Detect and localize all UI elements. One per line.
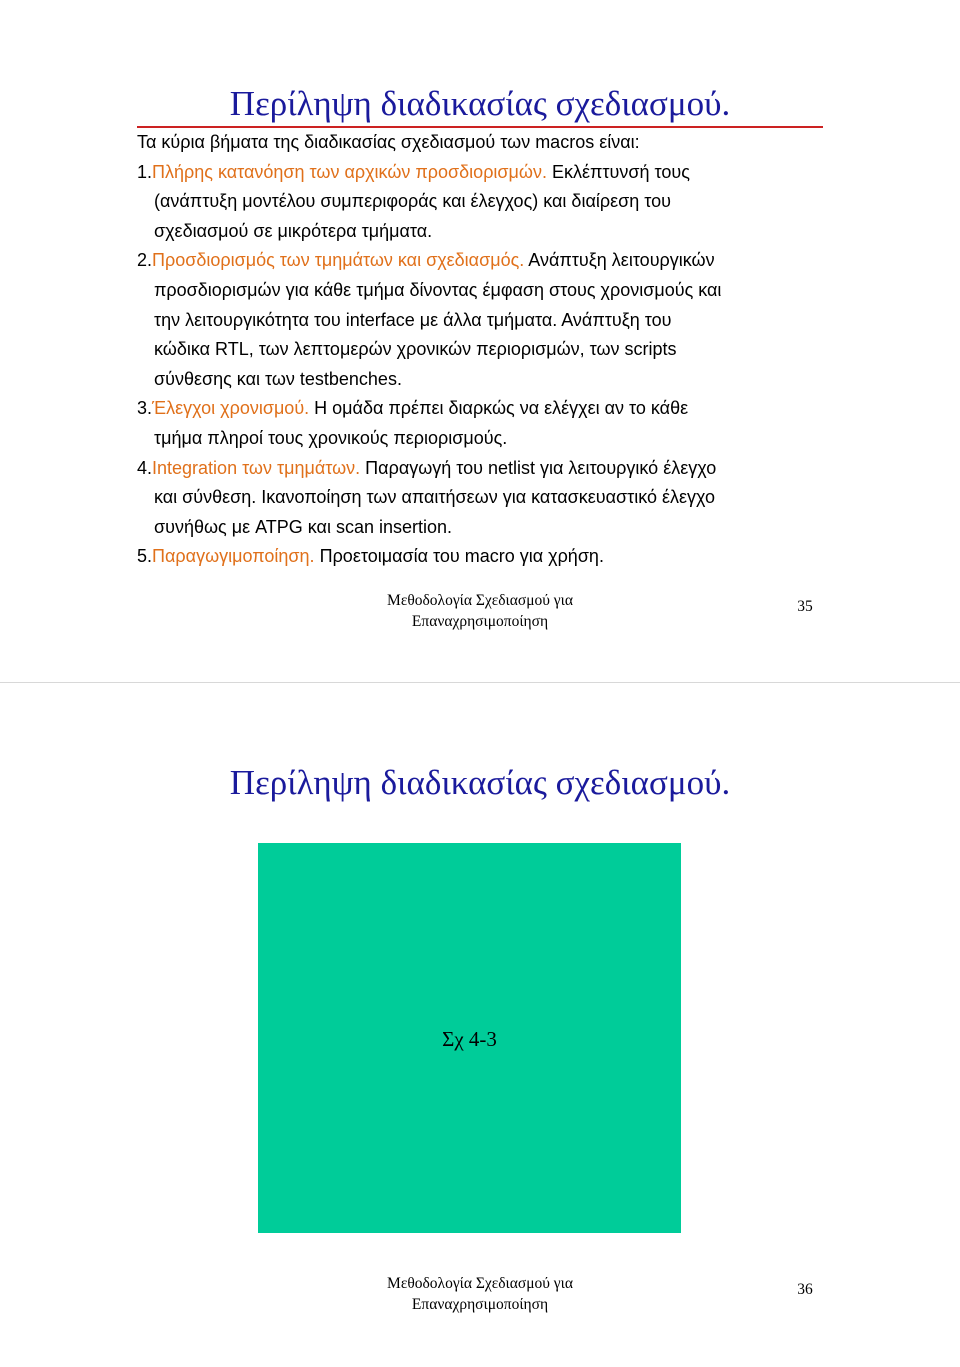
step-3: [137, 394, 827, 424]
step-line: προσδιορισμών για κάθε τμήμα δίνοντας έμφαση στους χρονισμούς και: [154, 279, 722, 300]
step-line: συνήθως με ATPG και scan insertion.: [154, 516, 453, 537]
step-4: [137, 454, 827, 484]
step-text: Ανάπτυξη λειτουργικών: [524, 250, 715, 271]
slide-35: [0, 0, 960, 683]
step-heading: Προσδιορισμός των τμημάτων και σχεδιασμός.: [152, 250, 525, 271]
footer-line: Επαναχρησιμοποίηση: [411, 1296, 549, 1313]
step-text: Παραγωγή του netlist για λειτουργικό έλεγχο: [360, 457, 717, 478]
footer-line: Μεθοδολογία Σχεδιασμού για: [387, 1275, 573, 1292]
slide-36: [0, 683, 960, 1367]
step-line: και σύνθεση. Ικανοποίηση των απαιτήσεων για κατασκευαστικό έλεγχο: [154, 487, 716, 508]
step-1: [137, 158, 827, 188]
step-number: 3.: [137, 398, 153, 419]
step-text: Η ομάδα πρέπει διαρκώς να ελέγχει αν το κάθε: [309, 398, 689, 419]
step-line: τμήμα πληροί τους χρονικούς περιορισμούς.: [154, 427, 508, 448]
page-number: 36: [797, 1281, 813, 1298]
footer-title: [300, 590, 660, 632]
step-2: [137, 246, 827, 276]
intro-text: Τα κύρια βήματα της διαδικασίας σχεδιασμού των macros είναι:: [137, 132, 640, 152]
slide-title: Περίληψη διαδικασίας σχεδιασμού.: [229, 763, 731, 802]
page-number: 35: [797, 598, 813, 615]
slide-body: [137, 128, 827, 572]
step-heading: Έλεγχοι χρονισμού.: [152, 398, 310, 419]
step-line: κώδικα RTL, των λεπτομερών χρονικών περιορισμών, των scripts: [154, 339, 677, 360]
step-text: Προετοιμασία του macro για χρήση.: [314, 546, 604, 567]
slide-title: Περίληψη διαδικασίας σχεδιασμού.: [229, 84, 731, 123]
step-text: Εκλέπτυνσή τους: [546, 161, 690, 182]
step-number: 4.: [137, 457, 153, 478]
footer-title: [300, 1273, 660, 1315]
step-number: 2.: [137, 250, 153, 271]
figure-placeholder: [258, 843, 681, 1233]
step-number: 5.: [137, 546, 153, 567]
figure-label: Σχ 4-3: [442, 1027, 497, 1051]
footer-line: Επαναχρησιμοποίηση: [411, 613, 549, 630]
step-heading: Πλήρης κατανόηση των αρχικών προσδιορισμών.: [152, 161, 547, 182]
step-line: σύνθεσης και των testbenches.: [154, 368, 402, 389]
step-5: [137, 542, 827, 572]
step-line: σχεδιασμού σε μικρότερα τμήματα.: [154, 220, 433, 241]
step-line: την λειτουργικότητα του interface με άλλα τμήματα. Ανάπτυξη του: [154, 309, 672, 330]
step-number: 1.: [137, 161, 153, 182]
step-heading: Integration των τμημάτων.: [152, 457, 361, 478]
step-line: (ανάπτυξη μοντέλου συμπεριφοράς και έλεγχος) και διαίρεση του: [154, 191, 671, 212]
step-heading: Παραγωγιμοποίηση.: [152, 546, 315, 567]
footer-line: Μεθοδολογία Σχεδιασμού για: [387, 592, 573, 609]
